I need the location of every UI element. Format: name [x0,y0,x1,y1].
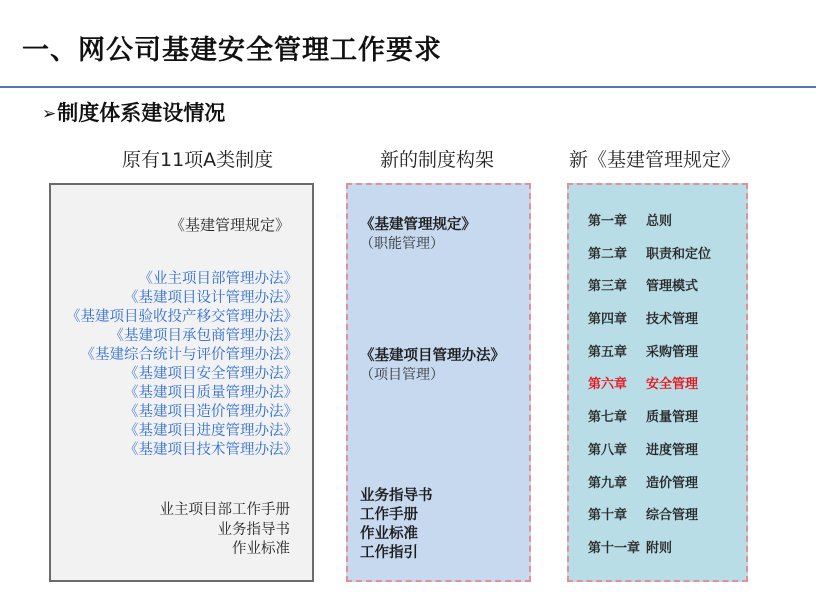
chapter-number: 第九章 [588,475,628,491]
list-item: 业务指导书 [217,521,290,538]
group-subtitle: （项目管理） [360,367,444,383]
chapter-number: 第一章 [588,214,628,229]
chapter-item [588,308,711,341]
middle-column-heading: 新的制度构架 [380,149,495,171]
chapter-number: 第四章 [588,312,628,328]
new-framework-panel [346,183,531,582]
left-column-heading: 原有11项A类制度 [122,149,274,171]
chapter-item [588,210,711,243]
list-item: 作业标准 [360,526,418,542]
list-item: 《基建项目质量管理办法》 [124,385,298,401]
left-bottom-list [160,501,291,560]
left-top-item: 《基建管理规定》 [169,216,290,234]
chapter-number: 第八章 [588,442,628,458]
chapter-name: 质量管理 [646,410,699,426]
chapter-name: 管理模式 [646,279,699,295]
blue-regulation-list [66,270,298,460]
chapter-item [588,243,711,276]
group-title: 《基建项目管理办法》 [360,348,505,364]
chapter-number: 第三章 [588,279,628,295]
chapter-item [588,504,711,537]
chapter-number: 第五章 [588,344,628,360]
chapter-number: 第六章 [588,377,628,393]
chapter-number: 第十章 [588,508,628,524]
list-item: 《基建项目设计管理办法》 [124,290,298,306]
list-item: 《基建综合统计与评价管理办法》 [80,347,298,363]
list-item: 《基建项目进度管理办法》 [124,423,298,439]
original-regulations-panel [49,183,314,582]
list-item: 业主项目部工作手册 [159,502,290,518]
chapter-item [588,439,711,472]
chapter-number: 第二章 [588,246,628,262]
chapter-list [588,210,711,570]
chapter-name: 综合管理 [646,508,699,524]
chapter-item [588,341,711,374]
chapter-name: 安全管理 [646,377,699,393]
group-title: 《基建管理规定》 [360,217,476,233]
section-subtitle-text: 制度体系建设情况 [57,101,226,125]
section-subtitle [42,97,225,127]
chapter-item [588,406,711,439]
list-item: 《基建项目安全管理办法》 [124,366,298,382]
framework-group-guides [360,487,433,563]
list-item: 《基建项目造价管理办法》 [124,404,298,420]
chapter-item [588,537,711,570]
chapter-name: 附则 [646,540,673,556]
page-title: 一、网公司基建安全管理工作要求 [22,35,442,66]
list-item: 工作手册 [360,507,418,523]
chapter-name: 技术管理 [646,312,699,328]
list-item: 《业主项目部管理办法》 [138,271,298,287]
arrow-bullet-icon: ➢ [42,104,57,124]
framework-group-project [360,346,505,385]
framework-group-functional [360,215,476,254]
list-item: 《基建项目技术管理办法》 [124,442,298,458]
chapter-name: 总则 [646,214,673,229]
chapter-item [588,472,711,505]
list-item: 业务指导书 [360,488,433,504]
chapter-name: 进度管理 [646,442,699,458]
chapter-name: 采购管理 [646,344,699,360]
group-subtitle: （职能管理） [360,236,444,252]
list-item: 工作指引 [360,545,418,561]
chapter-number: 第十一章 [588,540,641,556]
chapter-item [588,275,711,308]
right-column-heading: 新《基建管理规定》 [569,149,741,171]
chapter-number: 第七章 [588,410,628,426]
chapter-item [588,373,711,406]
new-regulation-chapters-panel [567,183,748,582]
chapter-name: 职责和定位 [646,246,712,262]
list-item: 《基建项目验收投产移交管理办法》 [66,309,298,325]
list-item: 《基建项目承包商管理办法》 [109,328,298,344]
chapter-name: 造价管理 [646,475,699,491]
title-divider [0,86,816,88]
list-item: 作业标准 [232,541,290,557]
